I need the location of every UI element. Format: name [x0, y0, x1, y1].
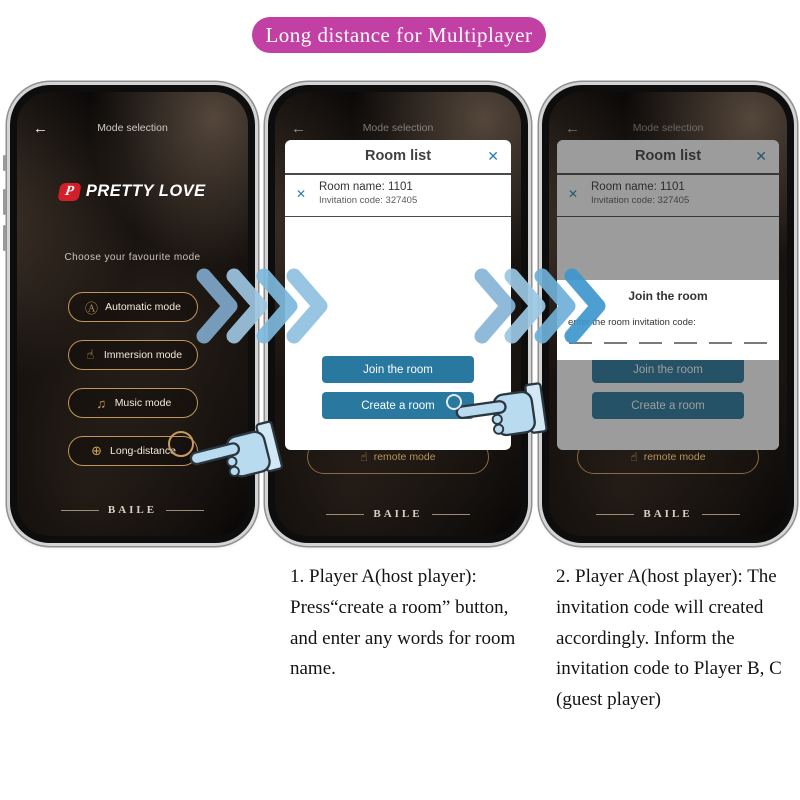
delete-room-icon[interactable]: ✕ — [296, 187, 307, 201]
music-mode-button[interactable]: ♫ Music mode — [68, 388, 198, 418]
long-distance-button[interactable]: ⊕ Long-distance — [68, 436, 198, 466]
create-room-button[interactable]: Create a room — [322, 392, 474, 419]
remote-mode-icon: ☝ — [360, 450, 368, 464]
remote-mode-button[interactable]: ☝ remote mode — [307, 440, 489, 474]
app-header — [17, 120, 248, 140]
automatic-mode-icon: Ⓐ — [85, 300, 99, 316]
remote-mode-icon: ☝ — [630, 450, 638, 464]
caption-step-2: 2. Player A(host player): The invitation code will created accordingly. Inform the invitation code to Player B, C (guest player) — [556, 566, 782, 711]
room-list-item[interactable] — [285, 175, 511, 217]
modal-title: Join the room — [628, 289, 708, 303]
room-name: Room name: 1101 — [319, 181, 413, 193]
logo-p-icon: P — [58, 183, 82, 201]
automatic-mode-button[interactable]: Ⓐ Automatic mode — [68, 292, 198, 322]
music-mode-icon: ♫ — [96, 395, 107, 411]
phone-side-button — [3, 189, 6, 215]
tap-ring — [168, 431, 194, 457]
page-title: Mode selection — [632, 122, 704, 134]
back-icon[interactable]: ← — [291, 120, 306, 137]
logo-text: PRETTY LOVE — [85, 182, 206, 200]
baile-brand: BAILE — [17, 504, 248, 516]
invitation-code-label: enter the room invitation code: — [568, 317, 696, 328]
phone-side-button — [3, 225, 6, 251]
invitation-code: Invitation code: 327405 — [319, 195, 418, 206]
remote-mode-button[interactable]: ☝ remote mode — [577, 440, 759, 474]
banner-label: Long distance for Multiplayer — [265, 22, 533, 47]
close-icon[interactable]: ✕ — [755, 148, 767, 164]
app-header — [549, 120, 787, 140]
immersion-mode-icon: ☝ — [86, 347, 95, 362]
invitation-code: Invitation code: 327405 — [591, 195, 690, 206]
dialog-title: Room list — [364, 148, 432, 164]
close-icon[interactable]: ✕ — [487, 148, 499, 164]
brand-logo — [17, 182, 248, 201]
dialog-header — [285, 140, 511, 175]
baile-brand: BAILE — [549, 508, 787, 520]
caption-step-1: 1. Player A(host player): Press“create a room” button, and enter any words for room name. — [290, 566, 516, 680]
title-banner — [252, 17, 546, 53]
tap-ring — [446, 394, 462, 410]
join-room-button[interactable]: Join the room — [322, 356, 474, 383]
phone-side-button — [3, 155, 6, 171]
choose-mode-subtitle: Choose your favourite mode — [64, 252, 201, 263]
long-distance-icon: ⊕ — [91, 443, 102, 458]
dialog-title: Room list — [634, 148, 702, 164]
back-icon[interactable]: ← — [33, 120, 48, 137]
page-title: Mode selection — [362, 122, 434, 134]
back-icon[interactable]: ← — [565, 120, 580, 137]
arrow-chevrons-2 — [474, 268, 606, 344]
join-room-button[interactable]: Join the room — [592, 356, 744, 383]
pointer-hand-icon — [452, 379, 551, 447]
page-title: Mode selection — [97, 122, 168, 134]
baile-brand: BAILE — [275, 508, 521, 520]
create-room-button[interactable]: Create a room — [592, 392, 744, 419]
arrow-chevrons-1 — [196, 268, 328, 344]
immersion-mode-button[interactable]: ☝ Immersion mode — [68, 340, 198, 370]
app-header — [275, 120, 521, 140]
delete-room-icon[interactable]: ✕ — [568, 187, 579, 201]
room-name: Room name: 1101 — [591, 181, 685, 193]
